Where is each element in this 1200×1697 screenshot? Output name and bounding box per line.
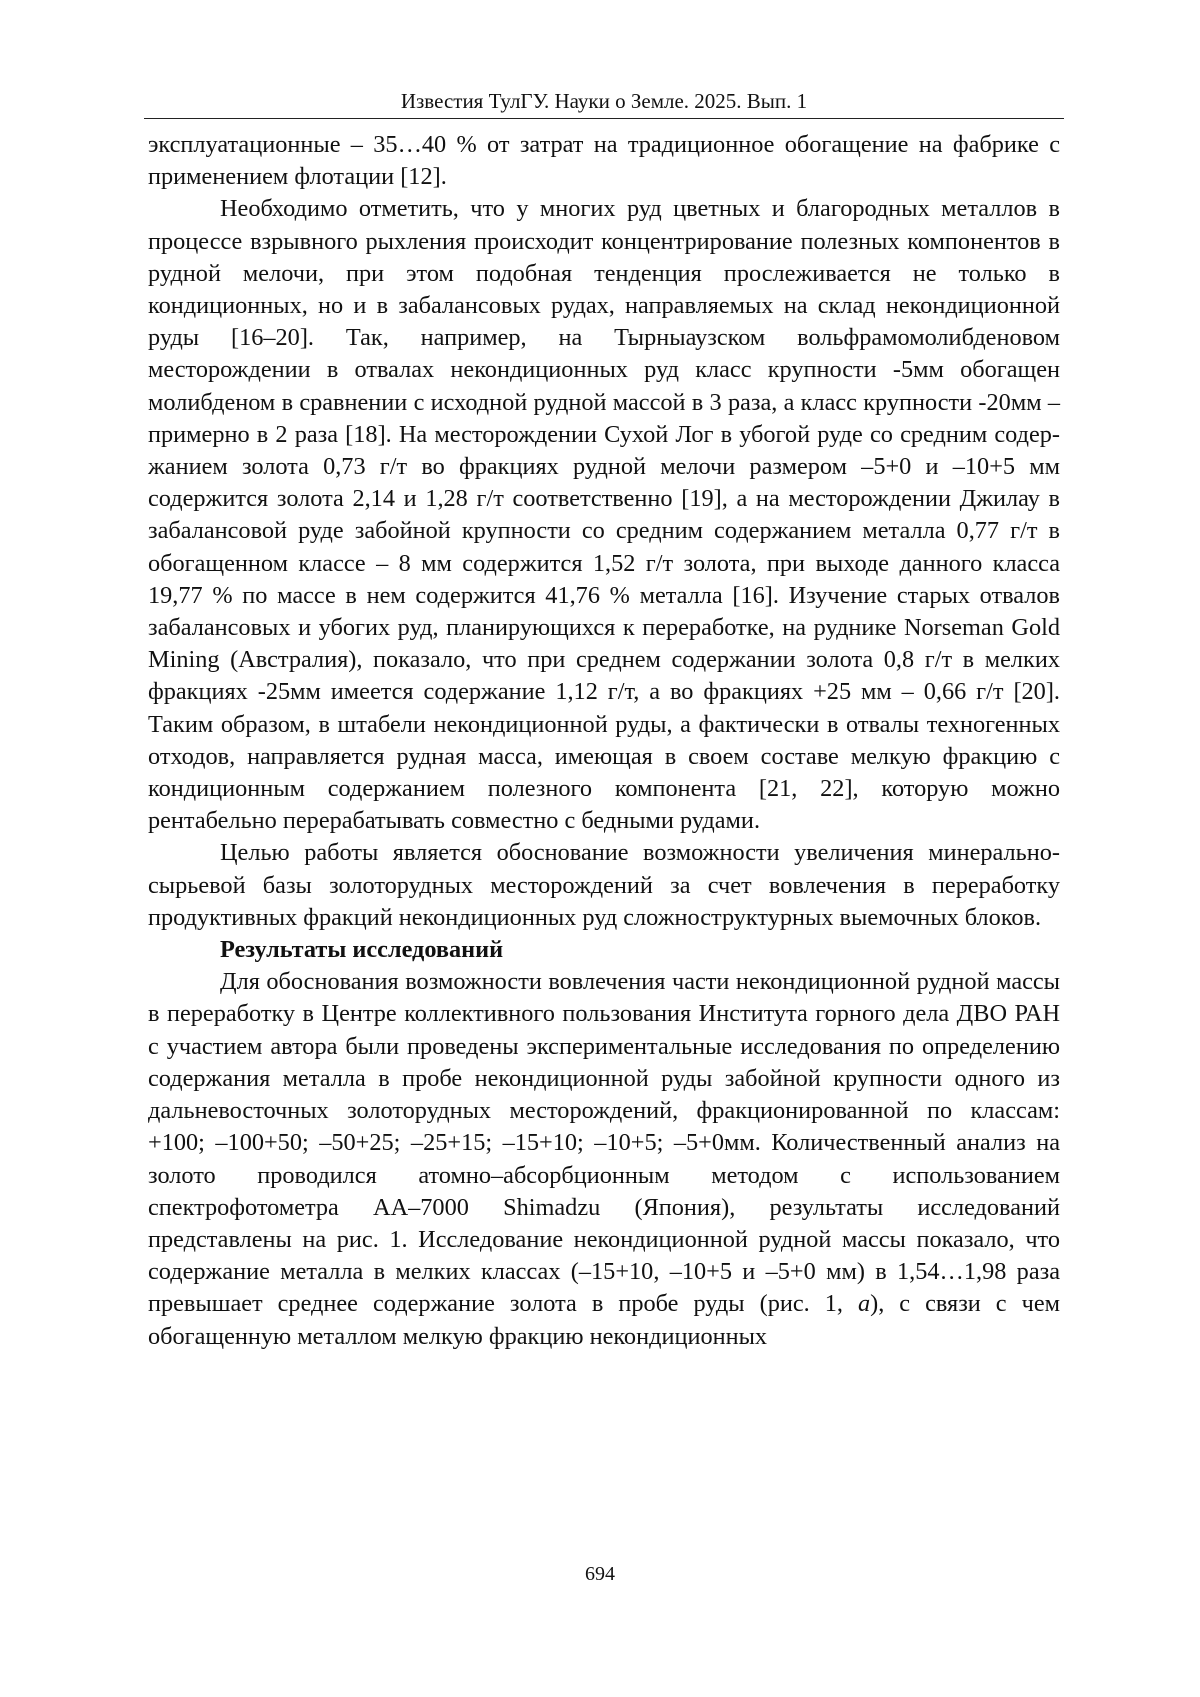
paragraph-results-tail: ), с связи с чем обогащенную металлом мелкую фракцию некондиционных: [148, 1290, 1060, 1350]
paragraph-concentration: Необходимо отметить, что у многих руд цветных и благородных металлов в процессе взрывного рыхления происходит концентрирование полезных компонентов в рудной мелочи, при этом подобная тенденция прослеживается не только в кондиционных, но и в забалансовых рудах, направляемых на склад некондиционной руды [16–20]. Так, например, на Тырныаузском вольфрамомолибденовом месторождении в отвалах некондиционных руд класс крупности -5мм обогащен молибденом в сравнении с исходной рудной массой в 3 раза, а класс крупности -20мм – примерно в 2 раза [18]. На месторождении Сухой Лог в убогой руде со средним содержанием золота 0,73 г/т во фракциях рудной мелочи размером –5+0 и –10+5 мм содержится золота 2,14 и 1,28 г/т соответственно [19], а на месторождении Джилау в забалансовой руде забойной крупности со средним содержанием металла 0,77 г/т в обогащенном классе – 8 мм содержится 1,52 г/т золота, при выходе данного класса 19,77 % по массе в нем содержится 41,76 % металла [16]. Изучение старых отвалов забалансовых и убогих руд, планирующихся к переработке, на руднике Norseman Gold Mining (Австралия), показало, что при среднем содержании золота 0,8 г/т в мелких фракциях -25мм имеется содержание 1,12 г/т, а во фракциях +25 мм – 0,66 г/т [20]. Таким образом, в штабели некондиционной руды, а фактически в отвалы техногенных отходов, направляется рудная масса, имеющая в своем составе мелкую фракцию с кондиционным содержанием полезного компонента [21, 22], которую можно рентабельно перерабатывать совместно с бедными рудами.: [148, 195, 1060, 835]
paragraph-continuation: эксплуатационные – 35…40 % от затрат на традиционное обогащение на фабрике с применением флотации [12].: [148, 131, 1060, 191]
page-number: 694: [585, 1563, 615, 1585]
page: [148, 88, 1060, 1353]
body-text: [148, 129, 1060, 1353]
paragraph-goal: Целью работы является обоснование возможности увеличения минерально-сырьевой базы золоторудных месторождений за счет вовлечения в переработку продуктивных фракций некондиционных руд сложноструктурных выемочных блоков.: [148, 839, 1060, 931]
paragraph-results-main: Для обоснования возможности вовлечения части некондиционной рудной массы в переработку в Центре коллективного пользования Института горного дела ДВО РАН с участием автора были проведены экспериментальные исследования по определению содержания металла в пробе некондиционной руды забойной крупности одного из дальневосточных золоторудных месторождений, фракционированной по классам: +100; –100+50; –50+25; –25+15; –15+10; –10+5; –5+0мм. Количественный анализ на золото проводился атомно–абсорбционным методом с использованием спектрофотометра АА–7000 Shimadzu (Япония), результаты исследований представлены на рис. 1. Исследование некондиционной рудной массы показало, что содержание металла в мелких классах (–15+10, –10+5 и –5+0 мм) в 1,54…1,98 раза превышает среднее содержание золота в пробе руды (рис. 1,: [148, 968, 1060, 1318]
running-header: Известия ТулГУ. Науки о Земле. 2025. Вып. 1: [144, 88, 1064, 119]
figure-ref-letter: а: [857, 1290, 871, 1318]
paragraph-results: [148, 966, 1060, 1352]
section-heading-results: Результаты исследований: [220, 936, 504, 964]
